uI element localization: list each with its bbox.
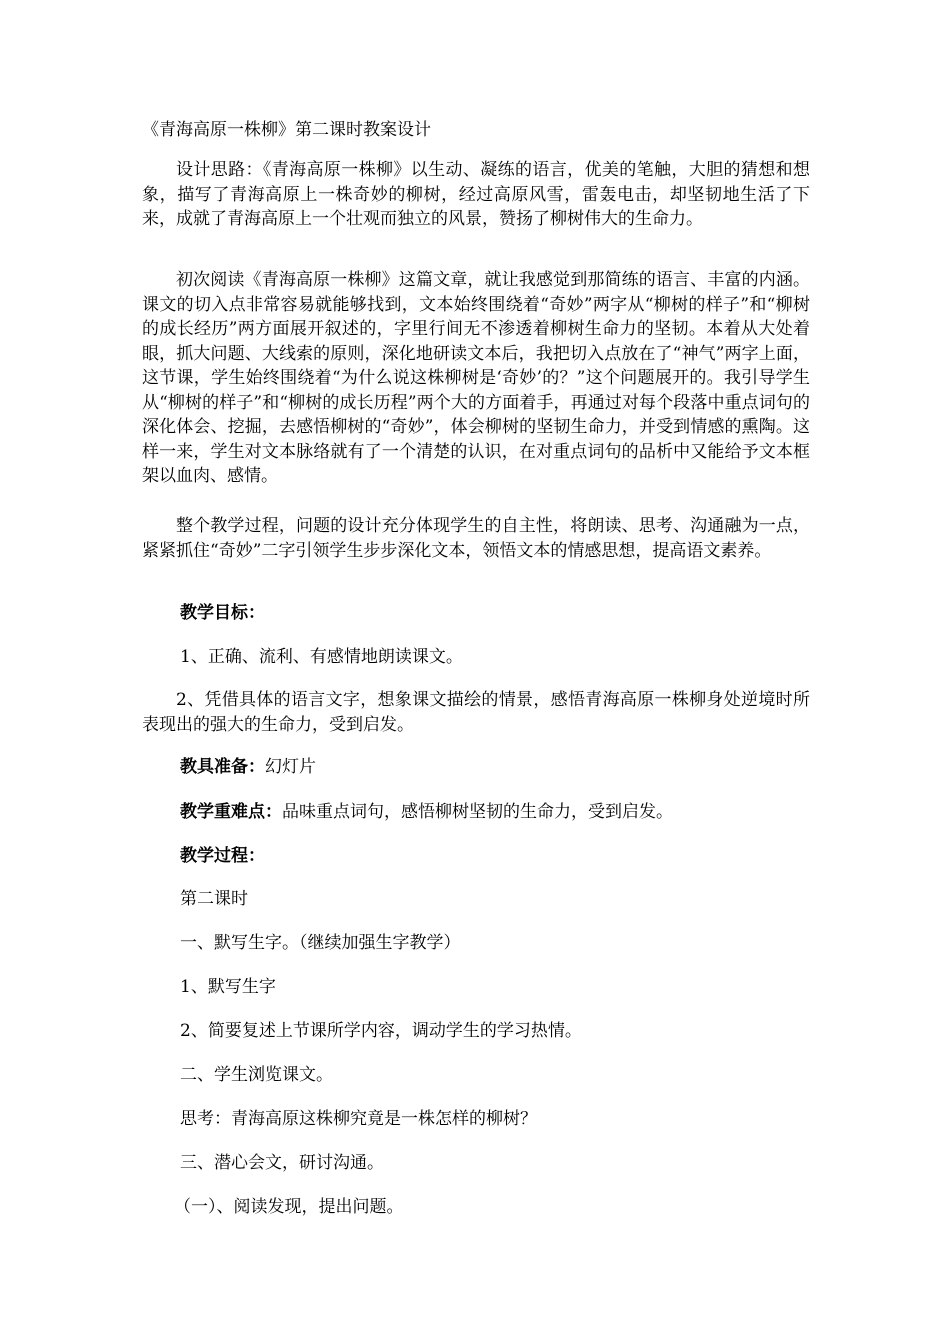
process-heading: 教学过程： — [180, 846, 265, 866]
goal-item-2: 2、凭借具体的语言文字，想象课文描绘的情景，感悟青海高原一株柳身处逆境时所表现出的强大的生命力，受到启发。 — [142, 690, 810, 735]
key-points-line — [180, 800, 673, 824]
document-title: 《青海高原一株柳》第二课时教案设计 — [142, 120, 431, 140]
step-1: 一、默写生字。（继续加强生字教学） — [180, 933, 461, 953]
tools-label: 教具准备： — [180, 757, 265, 777]
think-question: 思考：青海高原这株柳究竟是一株怎样的柳树？ — [180, 1109, 537, 1129]
teaching-process-paragraph: 整个教学过程，问题的设计充分体现学生的自主性，将朗读、思考、沟通融为一点，紧紧抓住“奇妙”二字引领学生步步深化文本，领悟文本的情感思想，提高语文素养。 — [142, 516, 810, 561]
tools-line — [180, 755, 316, 779]
first-reading-paragraph: 初次阅读《青海高原一株柳》这篇文章，就让我感觉到那简练的语言、丰富的内涵。课文的切入点非常容易就能够找到，文本始终围绕着“奇妙”两字从“柳树的样子”和“柳树的成长经历”两方面展开叙述的，字里行间无不渗透着柳树生命力的坚韧。本着从大处着眼，抓大问题、大线索的原则，深化地研读文本后，我把切入点放在了“神气”两字上面，这节课，学生始终围绕着“为什么说这株柳树是‘奇妙’的？”这个问题展开的。我引导学生从“柳树的样子”和“柳树的成长历程”两个大的方面着手，再通过对每个段落中重点词句的深化体会、挖掘，去感悟柳树的“奇妙”，体会柳树的坚韧生命力，并受到情感的熏陶。这样一来，学生对文本脉络就有了一个清楚的认识，在对重点词句的品析中又能给予文本框架以血肉、感情。 — [142, 270, 810, 486]
design-idea-paragraph: 设计思路：《青海高原一株柳》以生动、凝练的语言，优美的笔触，大胆的猜想和想象，描写了青海高原上一株奇妙的柳树，经过高原风雪，雷轰电击，却坚韧地生活了下来，成就了青海高原上一个壮观而独立的风景，赞扬了柳树伟大的生命力。 — [142, 160, 810, 229]
step-3-item-1: （一）、阅读发现，提出问题。 — [174, 1197, 404, 1217]
step-1-item-1: 1、默写生字 — [180, 977, 276, 997]
goal-item-1: 1、正确、流利、有感情地朗读课文。 — [180, 647, 463, 667]
key-points-value: 品味重点词句，感悟柳树坚韧的生命力，受到启发。 — [282, 802, 673, 822]
goals-heading: 教学目标： — [180, 603, 265, 623]
tools-value: 幻灯片 — [265, 757, 316, 777]
step-1-item-2: 2、简要复述上节课所学内容，调动学生的学习热情。 — [180, 1021, 582, 1041]
step-2: 二、学生浏览课文。 — [180, 1065, 333, 1085]
key-points-label: 教学重难点： — [180, 802, 282, 822]
step-3: 三、潜心会文，研讨沟通。 — [180, 1153, 384, 1173]
lesson-label: 第二课时 — [180, 889, 248, 909]
